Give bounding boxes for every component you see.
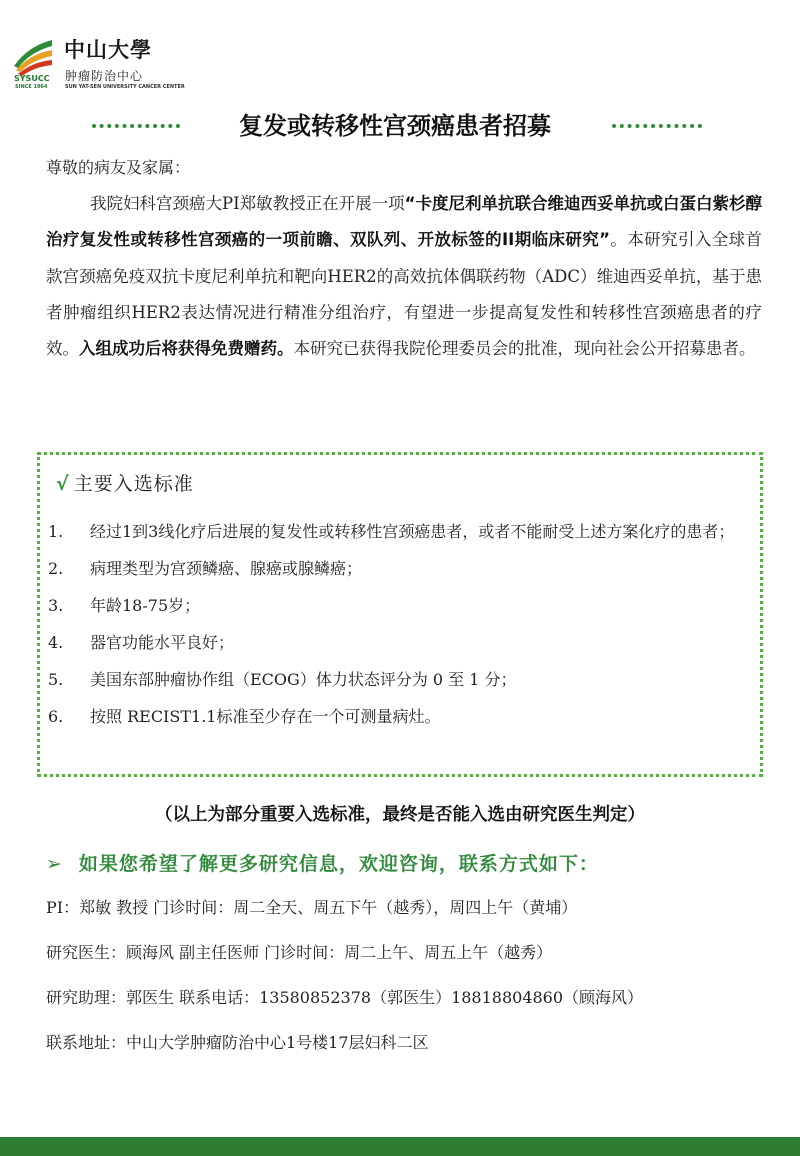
criteria-item xyxy=(48,661,754,698)
criteria-item xyxy=(48,513,754,550)
greeting: 尊敬的病友及家属： xyxy=(46,158,191,177)
intro-text-2: 。本研究引入全球首款宫颈癌免疫双抗卡度尼利单抗和靶向HER2的高效抗体偶联药物（ADC）维迪西妥单抗，基于患者肿瘤组织HER2表达情况进行精准分组治疗，有望进一步提高复发性和转移性宫颈癌患者的疗效。 xyxy=(46,230,763,359)
criteria-item xyxy=(48,624,754,661)
title-divider-right xyxy=(612,124,702,128)
bottom-bar xyxy=(0,1137,800,1156)
intro-text-3: 本研究已获得我院伦理委员会的批准，现向社会公开招募患者。 xyxy=(293,339,756,359)
contact-address: 联系地址：中山大学肿瘤防治中心1号楼17层妇科二区 xyxy=(46,1033,429,1052)
criteria-item xyxy=(48,698,754,735)
criteria-list xyxy=(48,513,754,735)
contact-heading xyxy=(46,849,599,876)
criteria-item-text: 器官功能水平良好； xyxy=(90,633,235,652)
contact-heading-text: 如果您希望了解更多研究信息，欢迎咨询，联系方式如下： xyxy=(78,853,599,875)
logo-subtitle: 肿瘤防治中心 xyxy=(65,69,144,83)
criteria-item-number: 1. xyxy=(48,522,64,541)
criteria-item-text: 按照 RECIST1.1标准至少存在一个可测量病灶。 xyxy=(90,707,441,726)
criteria-item-text: 病理类型为宫颈鳞癌、腺癌或腺鳞癌； xyxy=(90,559,363,578)
criteria-heading-text: 主要入选标准 xyxy=(73,473,194,495)
criteria-box xyxy=(37,452,763,777)
study-title: “卡度尼利单抗联合维迪西妥单抗或白蛋白紫杉醇治疗复发性或转移性宫颈癌的一项前瞻、双队列、开放标签的II期临床研究” xyxy=(46,194,762,250)
logo-abbr: SYSUCC xyxy=(14,74,50,83)
logo-name-cn: 中山大學 xyxy=(64,38,152,62)
criteria-item xyxy=(48,550,754,587)
criteria-item-number: 5. xyxy=(48,670,64,689)
criteria-item xyxy=(48,587,754,624)
page-title: 复发或转移性宫颈癌患者招募 xyxy=(239,112,551,140)
criteria-item-number: 6. xyxy=(48,707,64,726)
free-drug-notice: 入组成功后将获得免费赠药。 xyxy=(79,339,294,359)
criteria-item-number: 2. xyxy=(48,559,64,578)
logo-name-en: SUN YAT-SEN UNIVERSITY CANCER CENTER xyxy=(65,84,185,90)
intro-text-1: 我院妇科宫颈癌大PI郑敏教授正在开展一项 xyxy=(90,194,405,213)
title-divider-left xyxy=(92,124,180,128)
logo-since: SINCE 1964 xyxy=(15,84,48,90)
criteria-item-text: 美国东部肿瘤协作组（ECOG）体力状态评分为 0 至 1 分； xyxy=(90,670,517,689)
criteria-item-text: 经过1到3线化疗后进展的复发性或转移性宫颈癌患者，或者不能耐受上述方案化疗的患者； xyxy=(90,522,735,541)
criteria-note: （以上为部分重要入选标准，最终是否能入选由研究医生判定） xyxy=(155,805,645,825)
criteria-heading xyxy=(56,469,194,496)
title-row xyxy=(0,104,800,144)
contact-assistant: 研究助理：郭医生 联系电话：13580852378（郭医生）18818804860（顾海风） xyxy=(46,988,644,1007)
contact-info xyxy=(46,893,786,1073)
checkmark-icon: √ xyxy=(56,473,70,495)
sysucc-logo xyxy=(8,32,185,94)
contact-doctor: 研究医生：顾海风 副主任医师 门诊时间：周二上午、周五上午（越秀） xyxy=(46,943,553,962)
sysucc-emblem-icon xyxy=(8,32,56,92)
contact-pi: PI：郑敏 教授 门诊时间：周二全天、周五下午（越秀），周四上午（黄埔） xyxy=(46,898,578,917)
arrow-right-icon: ➢ xyxy=(46,853,63,875)
criteria-item-number: 4. xyxy=(48,633,64,652)
criteria-item-number: 3. xyxy=(48,596,64,615)
criteria-item-text: 年龄18-75岁； xyxy=(90,596,201,615)
intro-paragraph xyxy=(46,186,762,367)
